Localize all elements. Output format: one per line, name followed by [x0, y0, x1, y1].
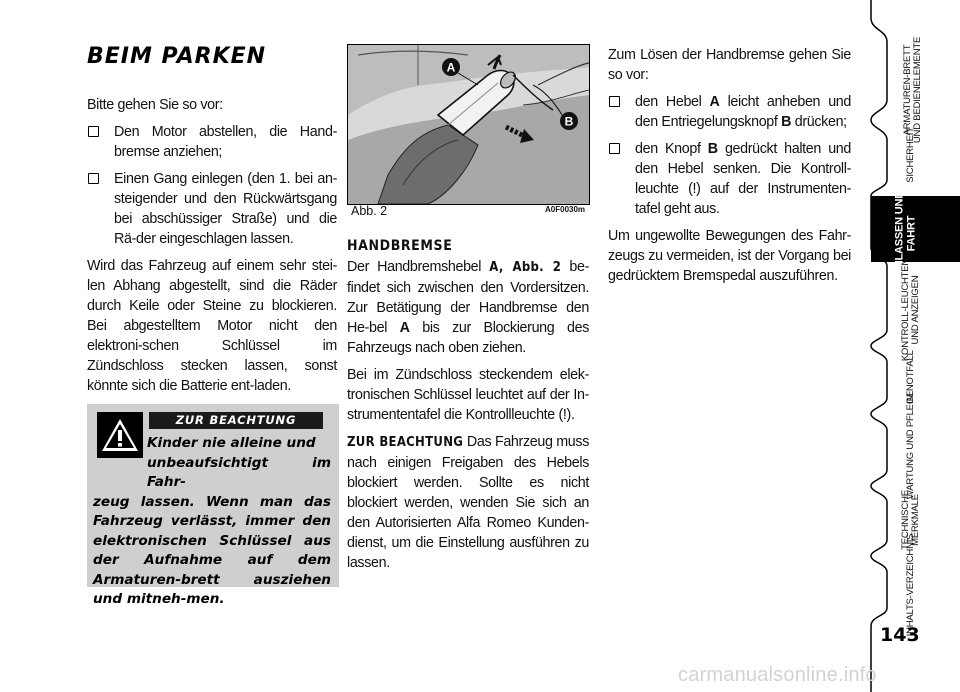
checkbox-bullet-icon: [88, 126, 99, 137]
intro-text: Bitte gehen Sie so vor:: [87, 97, 223, 113]
figure-label-b: B: [564, 114, 574, 129]
tab-anlassen-und-fahrt[interactable]: ANLASSEN UND FAHRT: [893, 191, 917, 276]
handbrake-heading: HANDBREMSE: [347, 238, 453, 254]
tab-wartung-und-pflege[interactable]: WARTUNG UND PFLEGE: [905, 390, 916, 500]
intro-text: Zum Lösen der Handbremse gehen Sie so vor:: [608, 47, 851, 83]
warning-label: ZUR BEACHTUNG: [149, 412, 323, 429]
tab-im-notfall[interactable]: IM NOTFALL: [905, 350, 916, 404]
tab-technische-merkmale[interactable]: TECHNISCHE MERKMALE: [900, 490, 921, 550]
checkbox-bullet-icon: [609, 143, 620, 154]
left-column: [87, 95, 337, 403]
body-paragraph: ZUR BEACHTUNG Das Fahrzeug muss nach einigen Freigaben des Hebels blockiert werden. Sollte es nicht blockiert werden, wenden Sie sich an den Autorisierten Alfa Romeo Kunden-dienst, um die Einstellung ausführen zu lassen.: [347, 434, 589, 571]
handbrake-figure: [347, 44, 590, 205]
page-number: 143: [880, 624, 920, 646]
list-item: den Knopf B gedrückt halten und den Hebel senken. Die Kontroll-leuchte (!) auf der Instrumenten-tafel geht aus.: [608, 139, 851, 219]
list-item: [87, 122, 337, 162]
checkbox-bullet-icon: [88, 173, 99, 184]
list-item-text: Den Motor abstellen, die Hand-bremse anziehen;: [114, 124, 337, 160]
body-paragraph: Wird das Fahrzeug auf einem sehr stei-len Abhang abgestellt, sind die Räder durch Keile oder Steine zu blockieren. Bei abgestelltem Motor nicht den elektroni-schen Schlüssel im Zündschloss stecken lassen, sonst könnte sich die Batterie ent-laden.: [87, 258, 337, 394]
watermark: carmanualsonline.info: [678, 664, 877, 686]
body-paragraph: Der Handbremshebel A, Abb. 2 be-findet sich zwischen den Vordersitzen. Zur Betätigung der Handbremse den He-bel A bis zur Blockierung des Fahrzeugs nach oben ziehen.: [347, 259, 589, 356]
list-item-text: Einen Gang einlegen (den 1. bei an-steigender und den Rückwärtsgang bei abschüssiger Straße) und die Rä-der eingeschlagen lassen.: [114, 171, 337, 247]
right-column: [608, 45, 851, 293]
figure-label-a: A: [446, 60, 456, 75]
tab-kontrollleuchten[interactable]: KONTROLL-LEUCHTEN UND ANZEIGEN: [900, 258, 921, 362]
figure-caption: Abb. 2: [351, 204, 388, 218]
warning-text: Kinder nie alleine und unbeaufsichtigt im Fahr- zeug lassen. Wenn man das Fahrzeug verlässt, immer den elektronischen Schlüssel aus der Aufnahme auf dem Armaturen-brett ausziehen und mitneh-men.: [93, 435, 331, 607]
list-item: [87, 169, 337, 249]
tab-inhaltsverzeichnis[interactable]: INHALTS-VERZEICHNIS: [905, 533, 916, 637]
body-paragraph: Um ungewollte Bewegungen des Fahr-zeugs zu vermeiden, ist der Vorgang bei gedrücktem Bremspedal auszuführen.: [608, 228, 851, 284]
checkbox-bullet-icon: [609, 96, 620, 107]
warning-box: [87, 404, 339, 607]
body-paragraph: Bei im Zündschloss steckendem elek-tronischen Schlüssel leuchtet auf der In-strumententafel die Kontrollleuchte (!).: [347, 367, 589, 423]
section-title: BEIM PARKEN: [87, 44, 267, 69]
figure-code: A0F0030m: [545, 205, 586, 214]
middle-column: [347, 238, 589, 580]
tab-sicherheit[interactable]: SICHERHEIT: [905, 127, 916, 183]
tab-armaturenbrett[interactable]: ARMATUREN-BRETT UND BEDIENELEMENTE: [902, 36, 923, 144]
list-item: den Hebel A leicht anheben und den Entriegelungsknopf B drücken;: [608, 92, 851, 132]
